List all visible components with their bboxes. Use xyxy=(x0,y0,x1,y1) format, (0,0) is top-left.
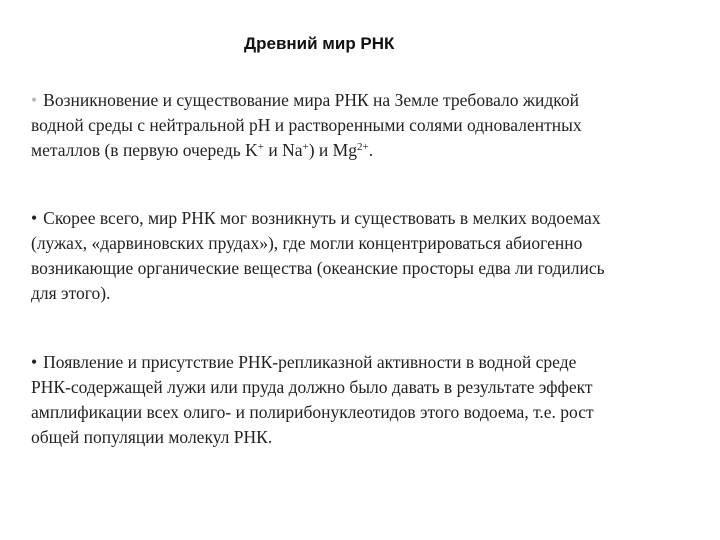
paragraph-3 xyxy=(31,350,701,450)
paragraph-line: • Скорее всего, мир РНК мог возникнуть и существовать в мелких водоемах xyxy=(31,208,601,228)
paragraph-line: • Появление и присутствие РНК-репликазной активности в водной среде xyxy=(31,352,577,372)
bullet-icon: • xyxy=(31,90,38,110)
paragraph-line: для этого). xyxy=(31,283,111,303)
paragraph-line: возникающие органические вещества (океанские просторы едва ли годились xyxy=(31,258,605,278)
paragraph-line: общей популяции молекул РНК. xyxy=(31,427,273,447)
slide-title: Древний мир РНК xyxy=(244,34,395,53)
paragraph-1 xyxy=(31,88,701,163)
bullet-icon: • xyxy=(31,208,38,228)
paragraph-line: • Возникновение и существование мира РНК на Земле требовало жидкой xyxy=(31,90,579,110)
paragraph-line: амплификации всех олиго- и полирибонуклеотидов этого водоема, т.е. рост xyxy=(31,402,594,422)
bullet-icon: • xyxy=(31,352,38,372)
sodium-charge: + xyxy=(302,141,309,153)
paragraph-line: металлов (в первую очередь K+ и Na+) и $Mg^{2+}$. xyxy=(31,140,374,160)
paragraph-line: (лужах, «дарвиновских прудах»), где могли концентрироваться абиогенно xyxy=(31,233,583,253)
paragraph-line: водной среды с нейтральной pH и растворенными солями одновалентных xyxy=(31,115,582,135)
paragraph-line: РНК-содержащей лужи или пруда должно было давать в результате эффект xyxy=(31,377,593,397)
potassium-charge: + xyxy=(257,141,264,153)
magnesium-charge: 2+ xyxy=(356,141,369,153)
paragraph-2 xyxy=(31,206,701,306)
